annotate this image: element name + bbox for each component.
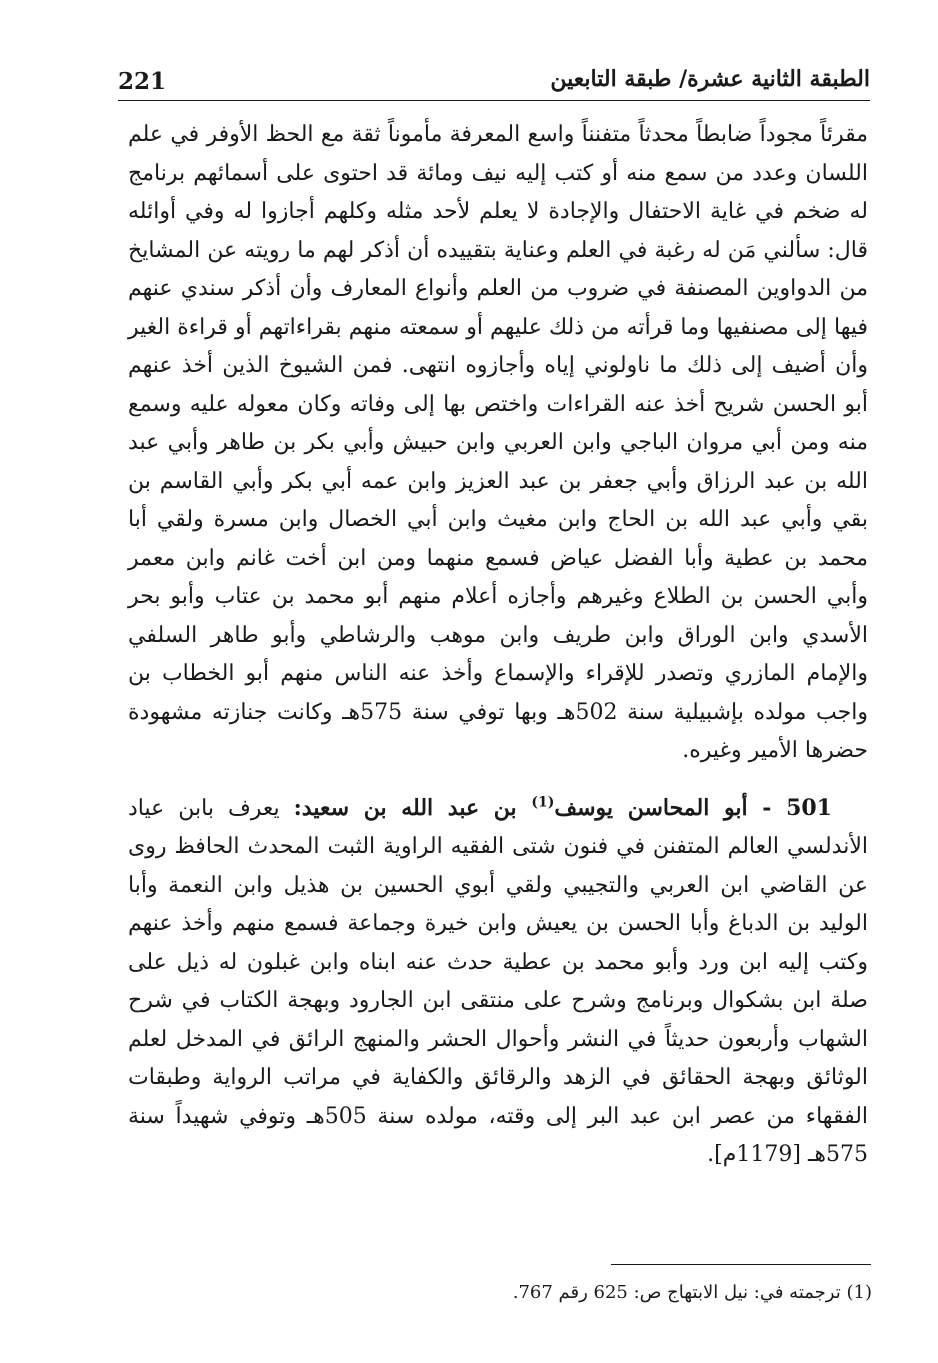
paragraph-continuation: مقرئاً مجوداً ضابطاً محدثاً متفنناً واسع المعرفة مأموناً ثقة مع الحظ الأوفر في علم اللسان وعدد من سمع منه أو كتب إليه نيف ومائة قد احتوى على أسمائهم برنامج له ضخم في غاية الاحتفال والإجادة لا يعلم لأحد مثله وكلهم أجازوا له وفي أوائله قال: سألني مَن له رغبة في العلم وعناية بتقييده أن أذكر لهم ما رويته عن المشايخ من الدواوين المصنفة في ضروب من العلم وأنواع المعارف وأن أذكر سندي عنهم فيها إلى مصنفيها وما قرأته من ذلك عليهم أو سمعته منهم بقراءاتهم أو قراءة الغير وأن أضيف إلى ذلك ما ناولوني إياه وأجازوه انتهى. فمن الشيوخ الذين أخذ عنهم أبو الحسن شريح أخذ عنه القراءات واختص بها إلى وفاته وكان معوله عليه وسمع منه ومن أبي مروان الباجي وابن العربي وابن حبيش وأبي بكر بن طاهر وأبي عبد الله بن عبد الرزاق وأبي جعفر بن عبد العزيز وابن عمه أبي بكر وأبي القاسم بن بقي وأبي عبد الله بن الحاج وابن مغيث وابن أبي الخصال وابن مسرة ولقي أبا محمد بن عطية وأبا الفضل عياض فسمع منهما ومن ابن أخت غانم وابن معمر وأبي الحسن بن الطلاع وغيرهم وأجازه أعلام منهم أبو محمد بن عتاب وأبو بحر الأسدي وابن الوراق وابن طريف وابن موهب والرشاطي وأبو طاهر السلفي والإمام المازري وتصدر للإقراء والإسماع وأخذ عنه الناس منهم أبو الخطاب بن واجب مولده بإشبيلية سنة 502هـ وبها توفي سنة 575هـ وكانت جنازته مشهودة حضرها الأمير وغيره.: [128, 122, 868, 763]
page-number: 221: [118, 68, 167, 95]
entry-heading-lineage: بن عبد الله بن سعيد:: [293, 794, 532, 821]
entry-body: يعرف بابن عياد الأندلسي العالم المتفنن في فنون شتى الفقيه الراوية الثبت المحدث الحافظ روى عن القاضي ابن العربي والتجيبي ولقي أبوي الحسين بن هذيل وابن النعمة وأبا الوليد بن الدباغ وأبا الحسن بن يعيش وابن خيرة وجماعة فسمع منهم وأخذ عنهم وكتب إليه ابن ورد وأبو محمد بن عطية حدث عنه ابناه وابن غبلون له ذيل على صلة ابن بشكوال وبرنامج وشرح على منتقى ابن الجارود وبهجة الكتاب في شرح الشهاب وأربعون حديثاً في النشر وأحوال الحشر والمنهج الرائق في المدخل لعلم الوثائق وبهجة الحقائق في الزهد والرقائق والكفاية في مراتب الرواية وطبقات الفقهاء من عصر ابن عبد البر إلى وقته، مولده سنة 505هـ وتوفي شهيداً سنة 575هـ [1179م].: [128, 795, 869, 1167]
biography-entry-501: [128, 789, 868, 1175]
running-title: الطبقة الثانية عشرة/ طبقة التابعين: [550, 66, 870, 92]
footnote: [513, 1280, 872, 1306]
entry-heading-name: 501 - أبو المحاسن يوسف: [554, 794, 832, 821]
main-text: [128, 116, 868, 1175]
header-rule: [118, 100, 870, 101]
footnote-marker: (1): [846, 1282, 872, 1303]
entry-heading: [294, 795, 832, 821]
page-header: [118, 60, 870, 100]
footnote-text: ترجمته في: نيل الابتهاج ص: 625 رقم 767.: [512, 1282, 841, 1303]
footnote-rule: [611, 1264, 871, 1265]
footnote-reference: (1): [531, 794, 555, 811]
